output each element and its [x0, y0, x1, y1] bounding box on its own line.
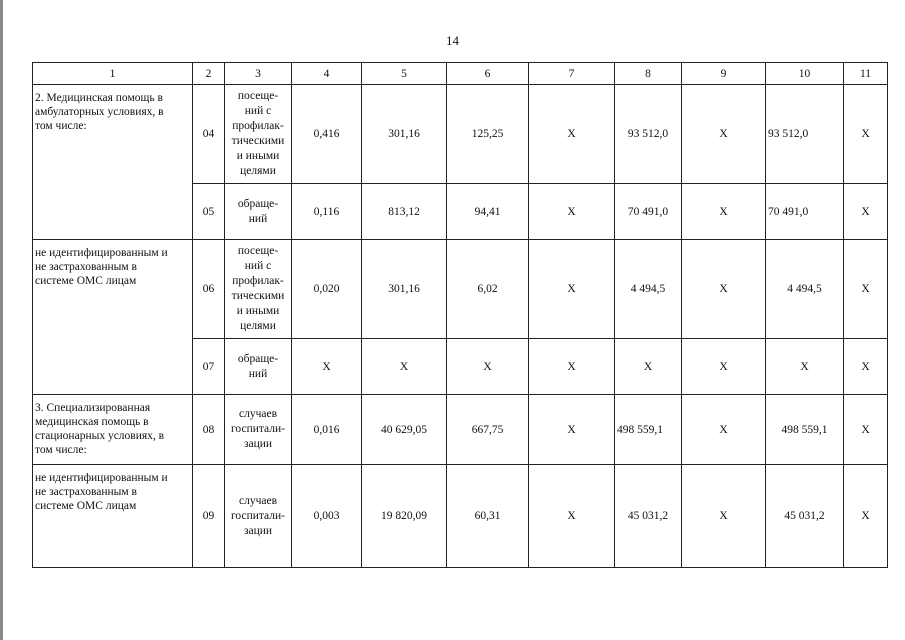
value-cell-8: 498 559,1	[615, 395, 682, 465]
value-cell-5: 19 820,09	[362, 465, 447, 568]
value-cell-6: 94,41	[447, 184, 529, 240]
unit-line: обраще-	[237, 197, 279, 210]
unit-line: случаев	[238, 408, 277, 420]
row-code-cell: 08	[193, 395, 225, 465]
value-cell-7: Х	[529, 465, 615, 568]
row-label-line: медицинская помощь в	[35, 416, 149, 428]
table-row	[33, 85, 888, 184]
value-cell-6: 60,31	[447, 465, 529, 568]
row-label-line: 2. Медицинская помощь в	[35, 92, 163, 104]
value-cell-4: 0,116	[292, 184, 362, 240]
header-cell: 2	[193, 63, 225, 85]
value-cell-11: Х	[844, 339, 888, 395]
unit-line: и иными	[236, 305, 280, 317]
unit-line: целями	[240, 165, 276, 177]
value-cell-6: 125,25	[447, 85, 529, 184]
page-edge-shadow	[0, 0, 3, 640]
value-cell-7: Х	[529, 339, 615, 395]
value-cell-5: Х	[362, 339, 447, 395]
row-label-line: не застрахованным в	[35, 486, 137, 498]
value-cell-10: 498 559,1	[766, 395, 844, 465]
value-cell-11: Х	[844, 85, 888, 184]
header-cell: 5	[362, 63, 447, 85]
row-label-line: не идентифицированным и	[35, 247, 168, 259]
unit-line: тическими	[231, 135, 285, 147]
value-cell-6: 667,75	[447, 395, 529, 465]
value-cell-4: 0,016	[292, 395, 362, 465]
row-label-line: не идентифицированным и	[35, 472, 168, 484]
value-cell-11: Х	[844, 465, 888, 568]
unit-line: профилак-	[232, 120, 284, 132]
row-code-cell: 05	[193, 184, 225, 240]
value-cell-9: Х	[682, 240, 766, 339]
value-cell-8: 70 491,0	[615, 184, 682, 240]
header-cell: 7	[529, 63, 615, 85]
unit-line: зации	[243, 438, 273, 450]
value-cell-10: Х	[766, 339, 844, 395]
value-cell-7: Х	[529, 184, 615, 240]
unit-line: госпитали-	[231, 423, 285, 435]
value-cell-5: 301,16	[362, 240, 447, 339]
row-label-cell	[33, 240, 193, 395]
row-label-cell	[33, 85, 193, 240]
table-body	[33, 63, 888, 568]
value-cell-7: Х	[529, 240, 615, 339]
unit-line: зации	[243, 524, 273, 537]
value-cell-11: Х	[844, 240, 888, 339]
row-code-cell: 07	[193, 339, 225, 395]
row-label-line: том числе:	[35, 444, 87, 456]
header-cell: 4	[292, 63, 362, 85]
row-code-cell: 06	[193, 240, 225, 339]
header-cell: 3	[225, 63, 292, 85]
value-cell-9: Х	[682, 184, 766, 240]
value-cell-7: Х	[529, 85, 615, 184]
value-cell-9: Х	[682, 395, 766, 465]
row-label-cell	[33, 395, 193, 465]
value-cell-4: 0,020	[292, 240, 362, 339]
header-cell: 8	[615, 63, 682, 85]
value-cell-6: 6,02	[447, 240, 529, 339]
value-cell-10: 93 512,0	[766, 85, 844, 184]
unit-line: ний	[248, 212, 268, 225]
header-cell: 11	[844, 63, 888, 85]
value-cell-8: Х	[615, 339, 682, 395]
row-label-line: 3. Специализированная	[35, 402, 151, 414]
value-cell-8: 4 494,5	[615, 240, 682, 339]
unit-cell	[225, 395, 292, 465]
unit-line: посеще-	[237, 245, 279, 257]
value-cell-8: 93 512,0	[615, 85, 682, 184]
unit-line: целями	[240, 320, 276, 332]
value-cell-11: Х	[844, 395, 888, 465]
unit-line: и иными	[236, 150, 280, 162]
header-row	[33, 63, 888, 85]
table-row	[33, 240, 888, 339]
value-cell-6: Х	[447, 339, 529, 395]
unit-line: посеще-	[237, 90, 279, 102]
unit-line: обраще-	[237, 352, 279, 365]
row-code-cell: 09	[193, 465, 225, 568]
value-cell-4: Х	[292, 339, 362, 395]
header-cell: 9	[682, 63, 766, 85]
value-cell-4: 0,416	[292, 85, 362, 184]
value-cell-8: 45 031,2	[615, 465, 682, 568]
unit-line: случаев	[238, 494, 277, 507]
row-label-line: системе ОМС лицам	[35, 500, 137, 512]
header-cell: 10	[766, 63, 844, 85]
value-cell-11: Х	[844, 184, 888, 240]
value-cell-5: 40 629,05	[362, 395, 447, 465]
value-cell-10: 70 491,0	[766, 184, 844, 240]
table-row	[33, 395, 888, 465]
header-cell: 6	[447, 63, 529, 85]
value-cell-10: 45 031,2	[766, 465, 844, 568]
unit-cell	[225, 339, 292, 395]
unit-cell	[225, 85, 292, 184]
value-cell-7: Х	[529, 395, 615, 465]
value-cell-10: 4 494,5	[766, 240, 844, 339]
value-cell-9: Х	[682, 85, 766, 184]
unit-line: ний с	[244, 105, 272, 117]
value-cell-9: Х	[682, 465, 766, 568]
value-cell-5: 301,16	[362, 85, 447, 184]
row-code-cell: 04	[193, 85, 225, 184]
page-number: 14	[446, 33, 459, 48]
row-label-line: амбулаторных условиях, в	[35, 106, 164, 118]
value-cell-4: 0,003	[292, 465, 362, 568]
header-cell: 1	[33, 63, 193, 85]
unit-cell	[225, 465, 292, 568]
row-label-line: стационарных условиях, в	[35, 430, 165, 442]
unit-line: профилак-	[232, 275, 284, 287]
row-label-cell	[33, 465, 193, 568]
unit-line: госпитали-	[231, 509, 285, 522]
value-cell-5: 813,12	[362, 184, 447, 240]
value-cell-9: Х	[682, 339, 766, 395]
unit-line: тическими	[231, 290, 285, 302]
unit-cell	[225, 184, 292, 240]
row-label-line: системе ОМС лицам	[35, 275, 137, 287]
row-label-line: том числе:	[35, 120, 87, 132]
unit-cell	[225, 240, 292, 339]
table-row	[33, 465, 888, 568]
unit-line: ний	[248, 367, 268, 380]
unit-line: ний с	[244, 260, 272, 272]
data-table	[32, 62, 888, 568]
row-label-line: не застрахованным в	[35, 261, 137, 273]
